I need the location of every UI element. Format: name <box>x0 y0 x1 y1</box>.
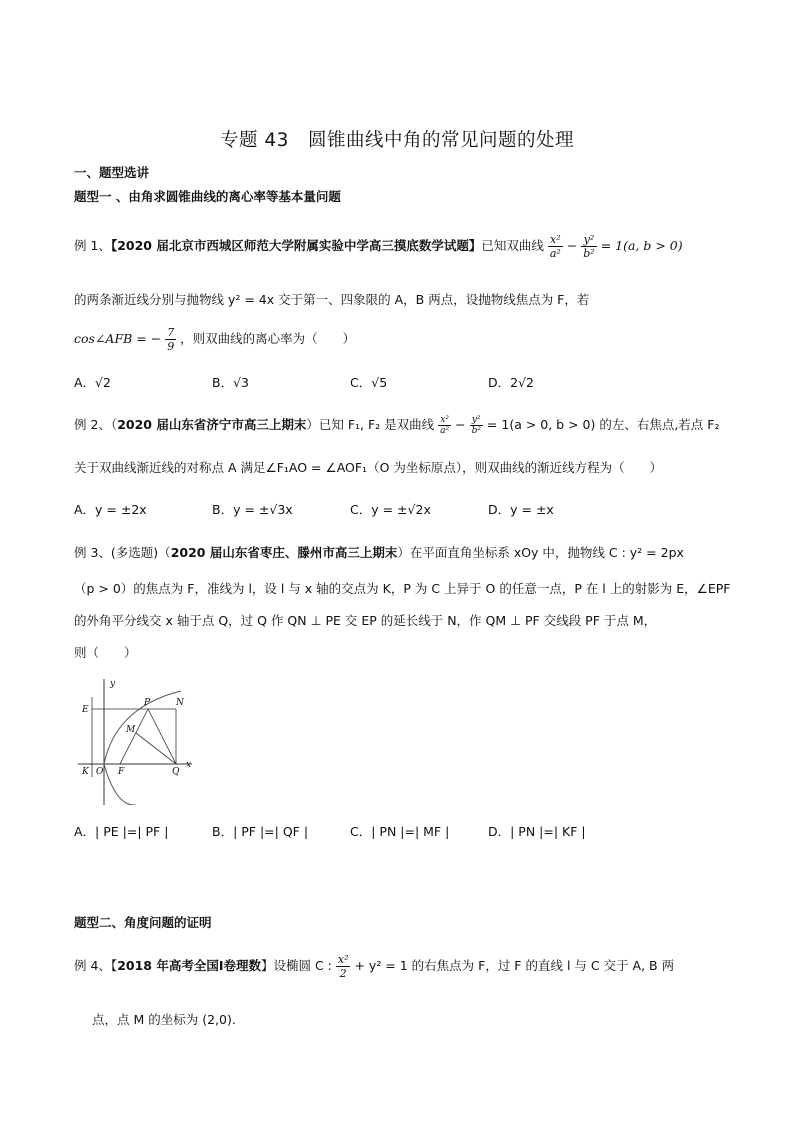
ex1-option-a[interactable]: A．√2 <box>74 375 111 390</box>
ex2-option-d[interactable]: D．y = ±x <box>488 502 554 517</box>
page-title: 专题 43 圆锥曲线中角的常见问题的处理 <box>220 130 574 151</box>
ex3-lead: ）在平面直角坐标系 xOy 中，抛物线 C : y² = 2px <box>397 545 684 560</box>
ex4-line1 <box>74 953 674 980</box>
ex3-line3: 的外角平分线交 x 轴于点 Q，过 Q 作 QN ⊥ PE 交 EP 的延长线于 N，作 QM ⊥ PF 交线段 PF 于点 M， <box>74 613 657 628</box>
ex3-prefix: 例 3、(多选题)（ <box>74 545 171 560</box>
ex3-line1 <box>74 543 684 561</box>
ex3-options <box>74 822 626 840</box>
ex1-lead: 已知双曲线 <box>481 238 544 253</box>
ex4-prefix: 例 4、【 <box>74 958 118 973</box>
ex1-line3-tail: ，则双曲线的离心率为（ ） <box>180 331 356 346</box>
ex2-line1: 例 2、（2020 届山东省济宁市高三上期末）已知 F₁, F₂ 是双曲线 $\frac{\text{x²}}{\text{a²}}$ − $\frac{\text{y²}}{\text{b²}}$ = 1(a > 0, b > 0) 的左、右焦点,若点 F₂ <box>74 415 720 436</box>
ex3-option-d[interactable]: D．| PN |=| KF | <box>488 824 586 839</box>
ex2-prefix: 例 2、（ <box>74 417 118 432</box>
fig-label-p: P <box>144 698 151 708</box>
ex1-options <box>74 373 626 391</box>
ex3-option-c[interactable]: C．| PN |=| MF | <box>350 824 450 839</box>
ex2-source: 2020 届山东省济宁市高三上期末 <box>117 417 307 432</box>
ex1-frac-cos: $\frac{7}{9}$ <box>167 326 175 353</box>
ex2-lead: ）已知 F₁, F₂ 是双曲线 <box>306 417 435 432</box>
fig-label-m: M <box>126 725 136 735</box>
parabola-figure <box>76 677 196 805</box>
ex2-option-b[interactable]: B．y = ±√3x <box>212 502 293 517</box>
ex1-cos: cos∠AFB = − <box>74 331 162 346</box>
fig-label-y: y <box>110 679 116 689</box>
ex1-frac-y: $\frac{\text{y²}}{\text{b²}}$ <box>583 233 595 260</box>
ex3-option-b[interactable]: B．| PF |=| QF | <box>212 824 309 839</box>
ex4-line2: 点，点 M 的坐标为 (2,0). <box>92 1012 236 1027</box>
ex1-option-d[interactable]: D．2√2 <box>488 375 534 390</box>
ex3-line4: 则（ ） <box>74 645 137 660</box>
ex2-option-c[interactable]: C．y = ±√2x <box>350 502 431 517</box>
ex1-option-b[interactable]: B．√3 <box>212 375 249 390</box>
fig-label-f: F <box>118 767 125 777</box>
type2-heading: 题型二、角度问题的证明 <box>74 915 212 930</box>
ex2-options <box>74 500 626 518</box>
ex1-line1: 例 1、【2020 届北京市西城区师范大学附属实验中学高三摸底数学试题】已知双曲线 $\frac{\text{x²}}{\text{a²}}$ − $\frac{\text{y²}}{\text{b²}}$ = 1(a, b > 0) <box>74 233 683 260</box>
ex2-eq-tail: = 1(a > 0, b > 0) 的左、右焦点,若点 F₂ <box>486 417 720 432</box>
ex2-frac-y: $\frac{\text{y²}}{\text{b²}}$ <box>471 415 481 436</box>
fig-label-k: K <box>82 767 89 777</box>
ex1-source: 【2020 届北京市西城区师范大学附属实验中学高三摸底数学试题】 <box>110 238 482 253</box>
ex1-eq-tail: = 1(a, b > 0) <box>600 238 683 253</box>
fig-label-n: N <box>176 698 184 708</box>
ex4-frac: $\frac{\text{x²}}{2}$ <box>337 953 349 980</box>
type1-heading: 题型一 、由角求圆锥曲线的离心率等基本量问题 <box>74 189 341 204</box>
ex1-prefix: 例 1、 <box>74 238 111 253</box>
ex3-option-a[interactable]: A．| PE |=| PF | <box>74 824 169 839</box>
ex2-frac-x: $\frac{\text{x²}}{\text{a²}}$ <box>440 415 450 436</box>
fig-label-x: x <box>186 760 192 770</box>
ex4-source: 2018 年高考全国Ⅰ卷理数 <box>117 958 261 973</box>
ex2-option-a[interactable]: A．y = ±2x <box>74 502 147 517</box>
ex1-line3 <box>74 326 355 353</box>
fig-label-o: O <box>96 767 104 777</box>
ex1-option-c[interactable]: C．√5 <box>350 375 388 390</box>
ex4-eq-tail: + y² = 1 的右焦点为 F，过 F 的直线 l 与 C 交于 A, B 两 <box>354 958 675 973</box>
fig-label-q: Q <box>172 767 180 777</box>
ex4-lead: 】设椭圆 C : <box>260 958 332 973</box>
ex2-line2: 关于双曲线渐近线的对称点 A 满足∠F₁AO = ∠AOF₁（O 为坐标原点），则双曲线的渐近线方程为（ ） <box>74 460 663 475</box>
ex1-frac-x: $\frac{\text{x²}}{\text{a²}}$ <box>549 233 561 260</box>
section-heading: 一、题型选讲 <box>74 165 150 180</box>
fig-label-e: E <box>82 705 89 715</box>
ex3-line2: （p > 0）的焦点为 F，准线为 l，设 l 与 x 轴的交点为 K，P 为 C 上异于 O 的任意一点，P 在 l 上的射影为 E，∠EPF <box>74 581 731 596</box>
ex1-line2: 的两条渐近线分别与抛物线 y² = 4x 交于第一、四象限的 A，B 两点，设抛物线焦点为 F，若 <box>74 292 590 307</box>
ex3-source: 2020 届山东省枣庄、滕州市高三上期末 <box>170 545 398 560</box>
